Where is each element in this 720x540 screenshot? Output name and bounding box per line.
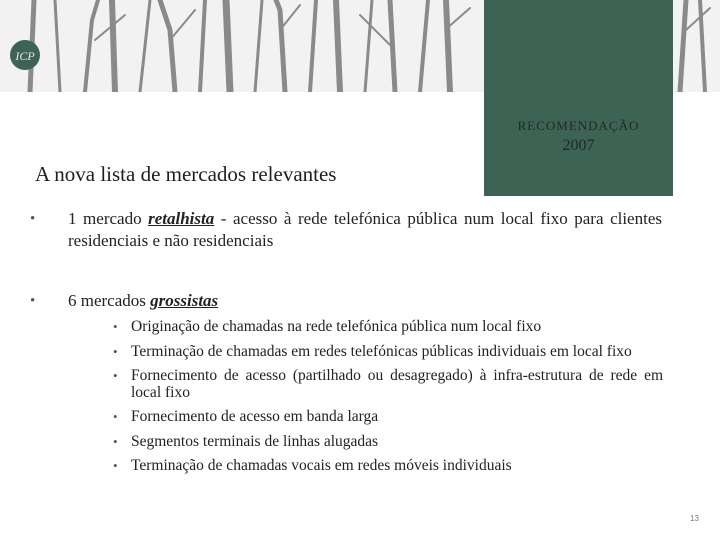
svg-text:ICP: ICP	[15, 49, 35, 63]
page-number: 13	[690, 514, 699, 523]
icp-logo-mark	[8, 38, 42, 72]
list-item	[110, 368, 663, 401]
recommendation-panel	[484, 0, 673, 196]
bullet-suffix: - acesso à rede telefónica pública num local fixo para clientes residenciais e não residenciais	[68, 209, 662, 250]
recommendation-year: 2007	[562, 137, 595, 154]
bullet-dot: •	[30, 211, 36, 227]
bullet-emphasis: grossistas	[150, 291, 219, 310]
bullet-dot: •	[113, 368, 118, 383]
bullet-text	[68, 290, 662, 312]
list-item-text: Terminação de chamadas em redes telefónicas públicas individuais em local fixo	[131, 342, 632, 360]
bullet-dot: •	[113, 409, 118, 424]
list-item-text: Terminação de chamadas vocais em redes móveis individuais	[131, 457, 512, 474]
wholesale-markets-list	[110, 319, 663, 483]
bullet-prefix: 1 mercado	[68, 209, 149, 228]
slide-title: A nova lista de mercados relevantes	[35, 162, 337, 186]
list-item-text: Fornecimento de acesso em banda larga	[131, 408, 379, 425]
list-item	[110, 458, 663, 475]
list-item	[110, 344, 663, 361]
bullet-emphasis: retalhista	[148, 209, 215, 228]
list-item	[110, 409, 663, 426]
bullet-dot: •	[30, 293, 36, 309]
list-item	[110, 319, 663, 336]
bullet-dot: •	[113, 343, 118, 359]
bullet-text	[68, 208, 662, 252]
recommendation-title: RECOMENDAÇÃO	[517, 118, 640, 133]
list-item-text: Segmentos terminais de linhas alugadas	[131, 432, 379, 450]
recommendation-label	[484, 118, 673, 155]
bullet-retail	[30, 208, 662, 252]
bullet-dot: •	[113, 319, 118, 334]
list-item-text: Originação de chamadas na rede telefónica pública num local fixo	[131, 318, 542, 335]
logo	[8, 38, 42, 72]
bullet-wholesale	[30, 290, 662, 312]
bullet-prefix: 6 mercados	[68, 291, 151, 310]
bullet-dot: •	[113, 433, 118, 449]
list-item-text: Fornecimento de acesso (partilhado ou desagregado) à infra-estrutura de rede em local fixo	[131, 367, 663, 401]
bullet-dot: •	[113, 458, 118, 473]
list-item	[110, 434, 663, 451]
